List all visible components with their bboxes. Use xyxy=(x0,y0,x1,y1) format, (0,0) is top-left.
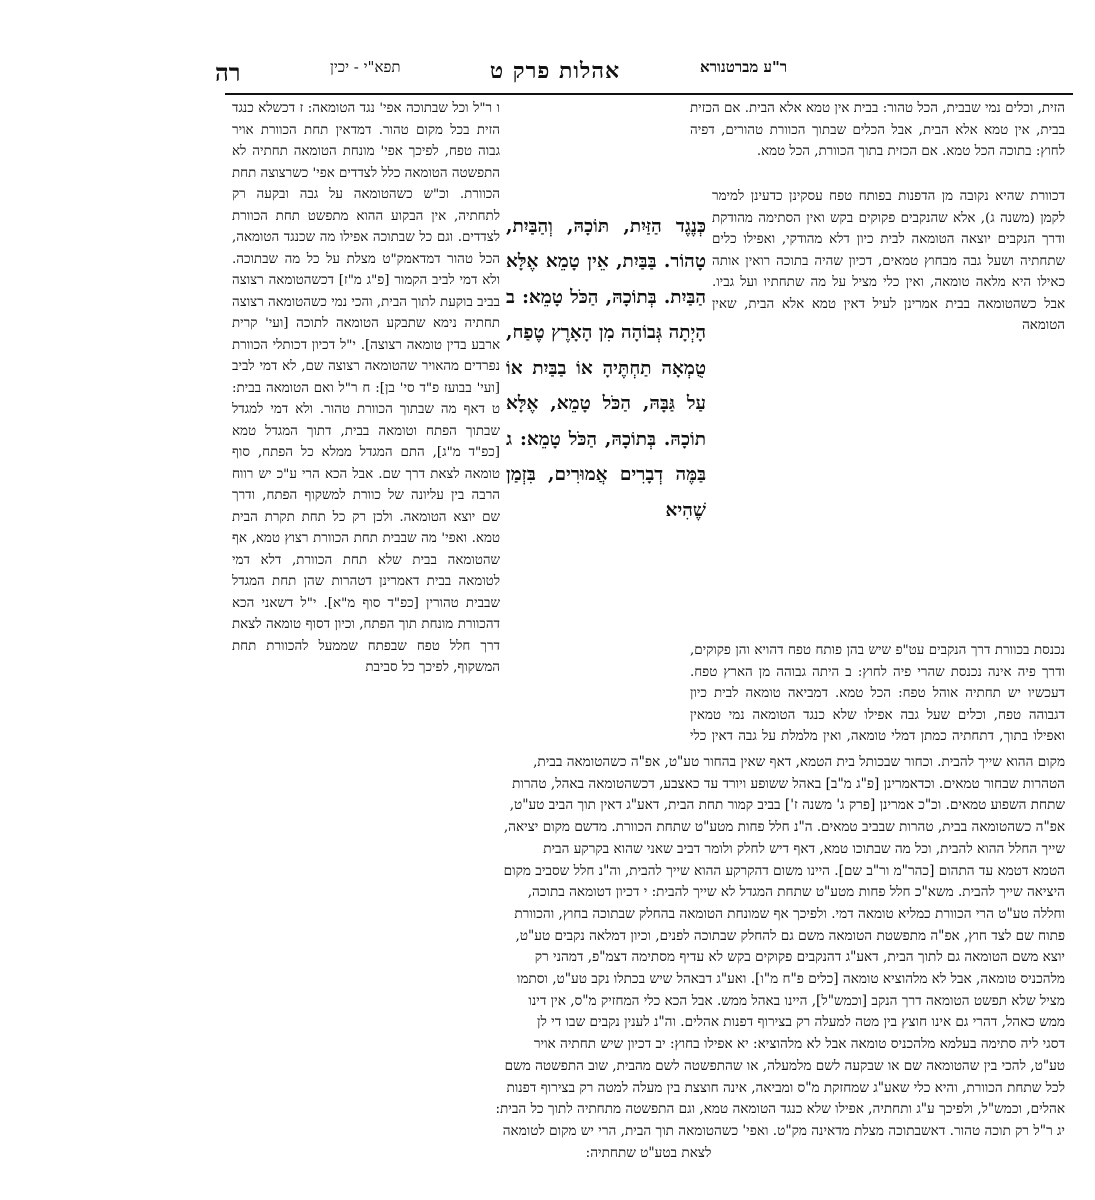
bartenura-top-text: הזית, וכלים נמי שבבית, הכל טהור: בבית אין טמא אלא הבית. אם הכזית בבית, אין טמא אלא הבית, אבל הכלים שבתוך הכוורת טהורים, דפיה לחוץ: בתוכה הכל טמא. אם הכזית בתוך הכוורת, הכל טמא. xyxy=(690,101,1065,159)
yachin-line: לכל שתחת הכוורת, והיא כלי שאע"ג שמחזקת מ"ס ומביאה, אינה חוצצת בין מעלה למטה רק בצירוף דפנות xyxy=(506,1079,1065,1096)
bartenura-side-note xyxy=(712,186,1065,638)
bartenura-bottom-text: נכנסת בכוורת דרך הנקבים עט"פ שיש בהן פותח טפח דהויא והן פקוקים, ודרך פיה אינה נכנסת שהרי פיה לחוץ: ב היתה גבוהה מן הארץ טפח. דעכשיו יש תחתיה אוהל טפח: הכל טמא. דמביאה טומאה לבית כיון דגבוהה טפח, וכלים שעל גבה אפילו שלא כנגד הטומאה נמי טמאין ואפילו בתוך, דתחתיה כמתן דמלי טומאה, ואין מלמלת על גבה דאין כלי xyxy=(690,643,1065,744)
header-commentary-label: ר"ע מברטנורא xyxy=(700,58,788,76)
yachin-line: ממש כאהל, דהרי גם אינו חוצץ בין מטה למעלה רק בצירוף דפנות אהלים. וה"נ לענין נקבים שבו די לן xyxy=(537,1014,1065,1031)
yachin-line: מלהכניס טומאה, אבל לא מלהוציא טומאה [כלים פ"ח מ"ו]. ואע"ג דבאהל שיש בכתלו נקב טע"ט, וסתמו xyxy=(516,971,1065,988)
bartenura-side-text: דכוורת שהיא נקובה מן הדפנות בפותח טפח עסקינן כדעינן למימר לקמן (משנה ג), אלא שהנקבים פקוקים בקש ואין הסתימה מהודקת ודרך הנקבים יוצאה הטומאה לבית כיון דלא מהודקי, ואפילו כלים שתחתיה ושעל גבה מבחוץ טמאים, דכיון שהיה בתוכה רואין אותה כאילו היא מלאה טומאה, ואין כלי מציל על מה שתחתיו ועל גביו. אבל כשהטומאה בבית אמרינן לעיל דאין טמא אלא הבית, שאין הטומאה xyxy=(712,189,1065,333)
yachin-line: יג ר"ל רק תוכה טהור. דאשבתוכה מצלת מדאינה מק"ט. ואפי' כשהטומאה תוך הבית, הרי יש מקום לטומאה xyxy=(502,1122,1065,1139)
yachin-line: אהלים, וכמש"ל, ולפיכך ע"ג ותחתיה, אפילו שלא כנגד הטומאה טמא, וגם התפשטה מתחתיה לתוך כל הבית: xyxy=(495,1101,1065,1118)
yachin-line: יוצא משם הטומאה גם לתוך הבית, דאע"ג דהנקבים פקוקים בקש לא עדיף מסתימה דצמ"פ, דמהני רק xyxy=(534,949,1065,966)
yachin-line: אפ"ה כשהטומאה בבית, טהרות שבביב טמאים. ה"נ חלל פחות מטע"ט שתחת הכוורת. מדשם מקום יציאה, xyxy=(503,819,1065,836)
yachin-line: הטהרות שבחור טמאים. וכדאמרינן [פ"ג מ"ב] באהל ששופע ויורד עד כאצבע, דכשהטומאה באהל, טהרות xyxy=(512,775,1065,792)
yachin-line: דסגי ליה סתימה בעלמא מלהכניס טומאה אבל לא מלהוציא: יא אפילו בחוץ: יב דכיון שיש תחתיה אויר xyxy=(533,1036,1065,1053)
yachin-line: היציאה שייך להבית. משא"כ חלל פחות מטע"ט שתחת המגדל לא שייך להבית: י דכיון דטומאה בתוכה, xyxy=(527,884,1065,901)
yachin-line: וחללה טע"ט הרי הכוורת כמליא טומאה דמי. ולפיכך אף שמונחת הטומאה בהחלק שבתוכה בחוץ, והכוורת xyxy=(514,905,1065,922)
yachin-line: פתוח שם לצד חוץ, אפ"ה מתפשטת הטומאה משם גם להחלק שבתוכה לפנים, וכיון דמלאה נקבים טע"ט, xyxy=(515,927,1065,944)
yachin-line: לצאת בטע"ט שתחתיה: xyxy=(585,1144,712,1161)
header-title: אהלות פרק ט xyxy=(489,58,621,84)
yachin-line: הטמא דטמא עד התהום [כהר"מ ור"ב שם]. היינו משום דהקרקע ההוא שייך להבית, וה"נ חלל שסביב מקום xyxy=(503,862,1065,879)
yachin-continuation-block xyxy=(232,752,1065,1167)
yachin-line: טע"ט, להכי בין שהטומאה שם או שבקעה לשם מלמעלה, או שהתפשטה לשם מהבית, שוב התפשטה משם xyxy=(504,1057,1065,1074)
yachin-line: מקום ההוא שייך להבית. וכחור שבכותל בית הטמא, דאף שאין בהחור טע"ט, אפ"ה כשהטומאה בבית, xyxy=(533,754,1065,770)
page-number: רה xyxy=(215,58,241,87)
bartenura-bottom-block xyxy=(690,640,1065,750)
header-sub-label: תפא"י - יכין xyxy=(330,58,401,76)
yachin-line: שתחת השפוע טמאים. וכ"כ אמרינן [פרק ג' משנה ז'] בביב קמור תחת הבית, דאע"ג דאין תוך הביב טע"ט, xyxy=(509,797,1065,814)
yachin-line: מציל שלא תפשט הטומאה דרך הנקב [וכמש"ל], היינו באהל ממש. אבל הכא כלי המחזיק מ"ס, אין דינו xyxy=(528,992,1065,1009)
yachin-commentary-block xyxy=(232,98,500,748)
header-rule xyxy=(225,93,1073,95)
yachin-commentary-text: ו ר"ל וכל שבתוכה אפי' נגד הטומאה: ז דכשלא כנגד הזית בכל מקום טהור. דמדאין תחת הכוורת אויר גבוה טפח, לפיכך אפי' מונחת הטומאה תחתיה לא התפשטה הטומאה כלל לצדדים אפי' כשרצוצה תחת הכוורת. וכ"ש כשהטומאה על גבה ובקעה רק לתחתיה, אין הבקוע ההוא מתפשט תחת הכוורת לצדדים. וגם כל שבתוכה אפילו מה שכנגד הטומאה, הכל טהור דמדאמק"ט מצלת על כל מה שבתוכה. ולא דמי לביב הקמור [פ"ג מ"ז] דכשהטומאה רצוצה בביב בוקעת לתוך הבית, והכי נמי כשהטומאה רצוצה תחתיה נימא שתבקע הטומאה לתוכה [ועי' קרית ארבע בדין טומאה רצוצה]. י"ל דכיון דכותלי הכוורת נפרדים מהאויר שהטומאה רצוצה שם, לא דמי לביב [ועי' בבועז פ"ד סי' בן]: ח ר"ל ואם הטומאה בבית: ט דאף מה שבתוך הכוורת טהור. ולא דמי למגדל שבתוך הפתח וטומאה בבית, דתוך המגדל טמא [כפ"ד מ"ג], התם המגדל ממלא כל הפתח, סוף טומאה לצאת דרך שם. אבל הכא הרי ע"כ יש רווח הרבה בין עליונה של כוורת למשקוף הפתח, ודרך שם יוצא הטומאה. ולכן רק כל תחת תקרת הבית טמא. ואפי' מה שבבית תחת הכוורת רצוץ טמא, אף שהטומאה בבית שלא תחת הכוורת, דלא דמי לטומאה בבית דאמרינן דטהרות שהן תחת המגדל שבבית טהורין [כפ"ד סוף מ"א]. י"ל דשאני הכא דהכוורת מונחת תוך הפתח, וכיון דסוף טומאה לצאת דרך חלל טפח שבפתח שממעל להכוורת תחת המשקוף, לפיכך כל סביבת xyxy=(232,101,500,675)
mishnah-text-block xyxy=(506,190,706,638)
mishnah-text: כְּנֶגֶד הַזַּיִת, תּוֹכָהּ, וְהַבַּיִת, טָהוֹר. בַּבַּיִת, אֵין טָמֵא אֶלָּא הַבַּיִת. בְּתוֹכָהּ, הַכֹּל טָמֵא: ב הָיְתָה גְּבוֹהָה מִן הָאָרֶץ טֶפַח, טֻמְאָה תַחְתֶּיהָ אוֹ בַבַּיִת אוֹ עַל גַּבָּהּ, הַכֹּל טָמֵא, אֶלָּא תוֹכָהּ. בְּתוֹכָהּ, הַכֹּל טָמֵא: ג בַּמֶּה דְבָרִים אֲמוּרִים, בִּזְמַן שֶׁהִיא xyxy=(506,215,706,521)
bartenura-top-block xyxy=(690,98,1065,186)
yachin-line: שייך החלל ההוא להבית, וכל מה שבתוכו טמא, דאף דיש לחלק ולומר דביב שאני שהוא בקרקע הבית xyxy=(543,840,1065,857)
